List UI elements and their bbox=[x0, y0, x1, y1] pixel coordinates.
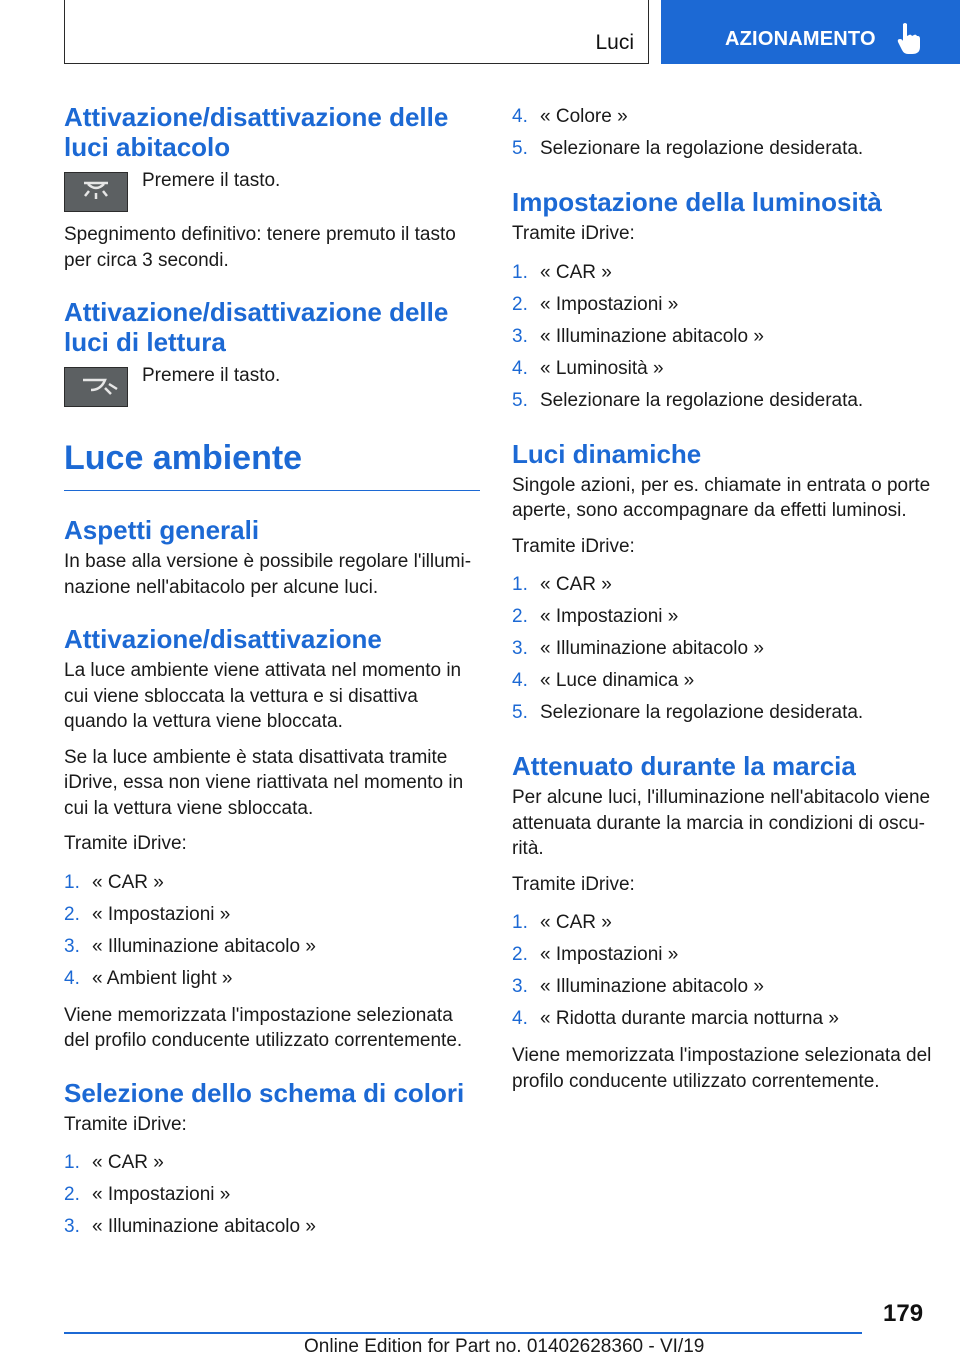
reading-light-button-icon bbox=[64, 367, 128, 407]
list-item: 4. « Colore » bbox=[512, 106, 628, 127]
steps-color bbox=[64, 1147, 480, 1243]
list-item: 5. Selezionare la regolazione desiderata. bbox=[512, 138, 864, 159]
heading-color-scheme: Selezione dello schema di colori bbox=[64, 1077, 465, 1108]
list-item: 4. « Luce dinamica » bbox=[512, 670, 695, 691]
steps-dimmed bbox=[512, 907, 932, 1035]
list-item: 3. « Illuminazione abitacolo » bbox=[64, 1216, 316, 1237]
steps-brightness bbox=[512, 257, 932, 417]
list-item: 3. « Illuminazione abitacolo » bbox=[512, 976, 764, 997]
steps-dynamic bbox=[512, 569, 932, 729]
list-item: 3. « Illuminazione abitacolo » bbox=[512, 325, 764, 347]
via-idrive-text-1: Tramite iDrive: bbox=[64, 833, 187, 854]
list-item: 4. « Ridotta durante marcia notturna » bbox=[512, 1008, 839, 1029]
list-item: 5. Selezionare la regolazione desiderata. bbox=[512, 389, 864, 411]
header-chapter-box bbox=[661, 0, 960, 64]
press-key-text-1: Premere il tasto. bbox=[142, 170, 281, 191]
page-number: 179 bbox=[883, 1300, 924, 1327]
list-item: 1. « CAR » bbox=[64, 1152, 164, 1173]
dimmed-text: Per alcune luci, l'illuminazione nell'abitacolo viene attenuata durante la marcia in condizioni di oscu-rità. bbox=[512, 787, 931, 859]
list-item: 2. « Impostazioni » bbox=[512, 293, 679, 315]
left-column bbox=[64, 102, 480, 1251]
header-section-box bbox=[64, 0, 649, 64]
list-item: 3. « Illuminazione abitacolo » bbox=[512, 638, 764, 659]
list-item: 3. « Illuminazione abitacolo » bbox=[64, 935, 316, 957]
list-item: 2. « Impostazioni » bbox=[64, 1184, 231, 1205]
header-section-title: Luci bbox=[595, 31, 634, 54]
via-idrive-text-5: Tramite iDrive: bbox=[512, 873, 635, 895]
list-item: 1. « CAR » bbox=[64, 871, 164, 893]
right-column bbox=[512, 101, 932, 1104]
dynamic-text: Singole azioni, per es. chiamate in entrata o porte aperte, sono accompagnare da effetti luminosi. bbox=[512, 474, 931, 521]
heading-ambient-light: Luce ambiente bbox=[64, 439, 480, 491]
off-permanent-text: Spegnimento definitivo: tenere premuto il tasto per circa 3 secondi. bbox=[64, 224, 456, 271]
heading-onoff: Attivazione/disattivazione bbox=[64, 624, 382, 654]
via-idrive-text-3: Tramite iDrive: bbox=[512, 223, 635, 244]
heading-dynamic-lights: Luci dinamiche bbox=[512, 438, 702, 469]
hand-pointer-icon bbox=[896, 22, 922, 56]
saved-text-2: Viene memorizzata l'impostazione selezionata del profilo conducente utilizzato correntemente. bbox=[512, 1045, 932, 1092]
heading-reading-lights: Attivazione/disattivazione delle luci di lettura bbox=[64, 297, 449, 357]
list-item: 2. « Impostazioni » bbox=[512, 606, 679, 627]
list-item: 1. « CAR » bbox=[512, 912, 612, 933]
general-text: In base alla versione è possibile regolare l'illumi-nazione nell'abitacolo per alcune luci. bbox=[64, 551, 472, 598]
list-item: 5. Selezionare la regolazione desiderata. bbox=[512, 702, 864, 723]
heading-brightness: Impostazione della luminosità bbox=[512, 187, 882, 217]
list-item: 4. « Ambient light » bbox=[64, 967, 233, 989]
onoff-text-1: La luce ambiente viene attivata nel momento in cui viene sbloccata la vettura e si disattiva quando la vettura viene bloccata. bbox=[64, 660, 462, 732]
saved-text-1: Viene memorizzata l'impostazione selezionata del profilo conducente utilizzato correntemente. bbox=[64, 1004, 463, 1051]
cabin-light-button-row bbox=[64, 172, 480, 212]
list-item: 4. « Luminosità » bbox=[512, 357, 664, 379]
heading-cabin-lights: Attivazione/disattivazione delle luci abitacolo bbox=[64, 102, 449, 162]
heading-general: Aspetti generali bbox=[64, 515, 260, 545]
steps-color-continued bbox=[512, 101, 932, 165]
footer-divider bbox=[64, 1332, 862, 1334]
heading-dimmed-driving: Attenuato durante la marcia bbox=[512, 751, 856, 781]
cabin-light-button-icon bbox=[64, 172, 128, 212]
via-idrive-text-4: Tramite iDrive: bbox=[512, 535, 635, 557]
steps-onoff bbox=[64, 867, 480, 995]
onoff-text-2: Se la luce ambiente è stata disattivata tramite iDrive, essa non viene riattivata nel momento in cui la vettura viene sbloccata. bbox=[64, 746, 464, 819]
header-chapter-title: AZIONAMENTO bbox=[725, 28, 876, 50]
reading-light-button-row bbox=[64, 367, 480, 407]
list-item: 1. « CAR » bbox=[512, 261, 612, 283]
list-item: 2. « Impostazioni » bbox=[64, 903, 231, 925]
via-idrive-text-2: Tramite iDrive: bbox=[64, 1113, 187, 1135]
footer-edition: Online Edition for Part no. 01402628360 - VI/19 bbox=[304, 1336, 705, 1357]
list-item: 2. « Impostazioni » bbox=[512, 944, 679, 965]
press-key-text-2: Premere il tasto. bbox=[142, 365, 281, 386]
list-item: 1. « CAR » bbox=[512, 574, 612, 595]
